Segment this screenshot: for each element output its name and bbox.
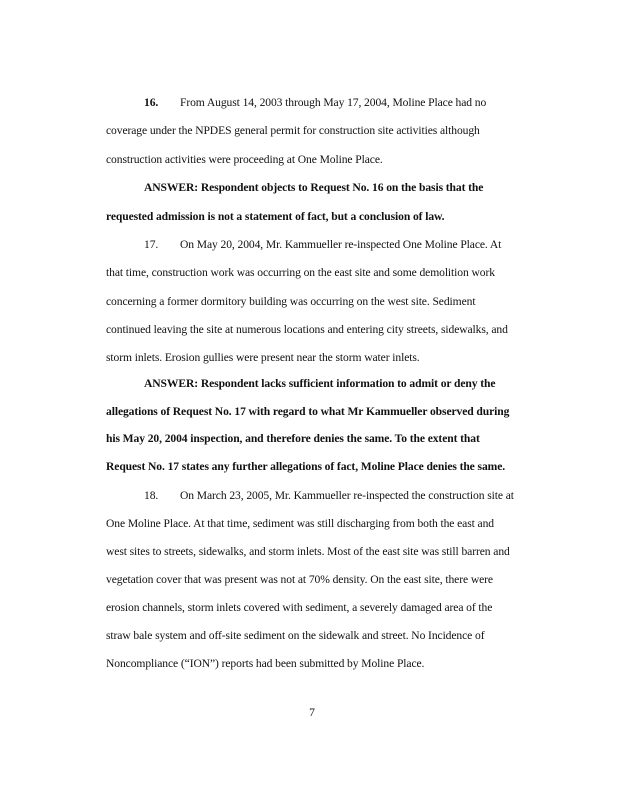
paragraph-18-number: 18. <box>144 489 159 502</box>
answer-17-line-4: Request No. 17 states any further allegations of fact, Moline Place denies the same. <box>106 460 506 473</box>
paragraph-18-line-4: vegetation cover that was present was not at 70% density. On the east site, there were <box>106 573 493 586</box>
paragraph-18-line-7: Noncompliance (“ION”) reports had been submitted by Moline Place. <box>106 657 425 670</box>
paragraph-17-line-4: continued leaving the site at numerous locations and entering city streets, sidewalks, and <box>106 323 508 336</box>
answer-17-line-2: allegations of Request No. 17 with regard to what Mr Kammueller observed during <box>106 405 510 418</box>
paragraph-16-line-2: coverage under the NPDES general permit for construction site activities although <box>106 124 480 137</box>
paragraph-16-text-1: From August 14, 2003 through May 17, 2004, Moline Place had no <box>180 96 487 109</box>
paragraph-18-line-6: straw bale system and off-site sediment on the sidewalk and street. No Incidence of <box>106 629 485 642</box>
answer-16-line-2: requested admission is not a statement of fact, but a conclusion of law. <box>106 210 445 223</box>
page-number: 7 <box>309 706 315 719</box>
paragraph-17-line-1 <box>144 238 501 252</box>
answer-16-line-1: ANSWER: Respondent objects to Request No. 16 on the basis that the <box>144 181 484 194</box>
paragraph-18-text-1: On March 23, 2005, Mr. Kammueller re-inspected the construction site at <box>180 489 514 502</box>
paragraph-17-number: 17. <box>144 238 159 251</box>
answer-17-line-1: ANSWER: Respondent lacks sufficient information to admit or deny the <box>144 377 496 390</box>
paragraph-16-line-1 <box>144 96 486 110</box>
paragraph-18-line-2: One Moline Place. At that time, sediment was still discharging from both the east and <box>106 517 494 530</box>
paragraph-17-line-5: storm inlets. Erosion gullies were present near the storm water inlets. <box>106 351 420 364</box>
paragraph-18-line-5: erosion channels, storm inlets covered with sediment, a severely damaged area of the <box>106 601 493 614</box>
paragraph-16-line-3: construction activities were proceeding at One Moline Place. <box>106 153 383 166</box>
paragraph-17-text-1: On May 20, 2004, Mr. Kammueller re-inspected One Moline Place. At <box>180 238 502 251</box>
paragraph-18-line-1 <box>144 489 514 503</box>
paragraph-17-line-2: that time, construction work was occurring on the east site and some demolition work <box>106 266 495 279</box>
paragraph-16-number: 16. <box>144 96 159 109</box>
answer-17-line-3: his May 20, 2004 inspection, and therefore denies the same. To the extent that <box>106 432 480 445</box>
paragraph-18-line-3: west sites to streets, sidewalks, and storm inlets. Most of the east site was still barren and <box>106 545 510 558</box>
paragraph-17-line-3: concerning a former dormitory building was occurring on the west site. Sediment <box>106 295 476 308</box>
